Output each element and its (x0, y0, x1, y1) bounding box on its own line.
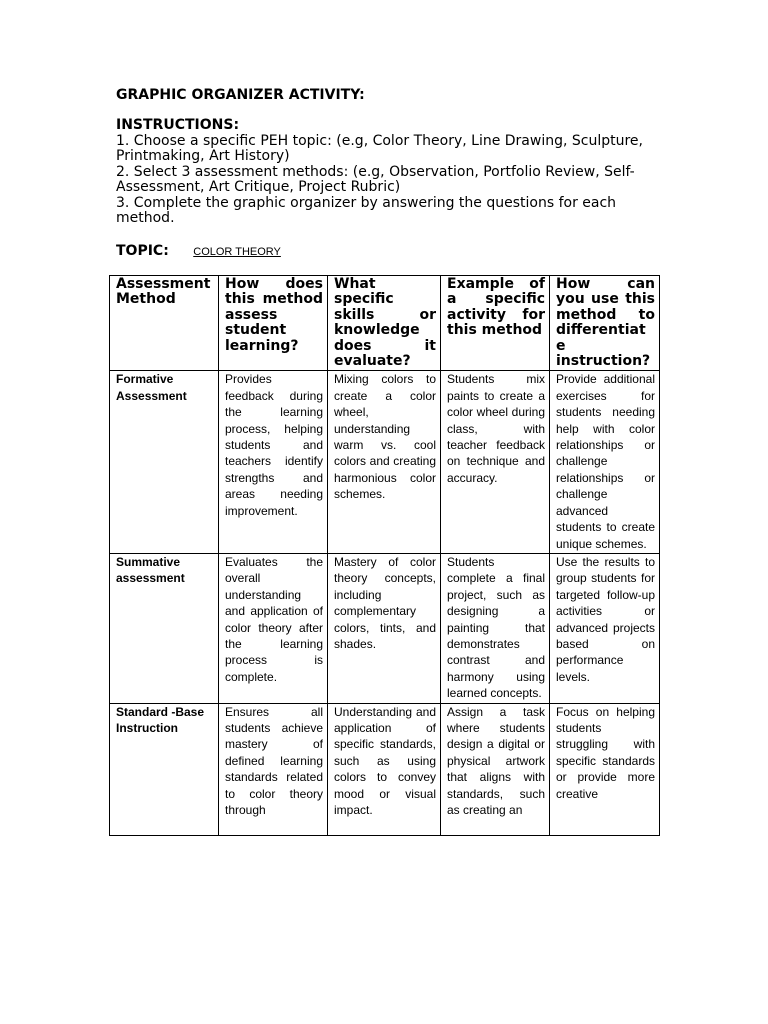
instruction-step-2: 2. Select 3 assessment methods: (e.g, Observation, Portfolio Review, Self-Assessment, Art Critique, Project Rubric) (116, 163, 635, 195)
row-example: Students complete a final project, such as designing a painting that demonstrates contrast and harmony using learned concepts. (441, 553, 550, 703)
row-example: Students mix paints to create a color wheel during class, with teacher feedback on technique and accuracy. (441, 371, 550, 553)
table-row (110, 703, 660, 835)
row-differentiate: Provide additional exercises for students needing help with color relationships or challenge relationships or challenge advanced students to create unique schemes. (550, 371, 660, 553)
topic-line (116, 243, 285, 261)
row-skills-text: Understanding and application of specific standards, such as using colors to convey mood or visual impact. (334, 704, 436, 817)
instruction-step-3: 3. Complete the graphic organizer by answering the questions for each method. (116, 194, 617, 226)
row-method: Summative assessment (110, 553, 219, 703)
row-differentiate (550, 703, 660, 835)
header-skills: What specific skills or knowledge does it evaluate? (328, 276, 441, 371)
row-skills: Mastery of color theory concepts, including complementary colors, tints, and shades. (328, 553, 441, 703)
row-skills: Mixing colors to create a color wheel, understanding warm vs. cool colors and creating harmonious color schemes. (328, 371, 441, 553)
row-method-text: Standard -Base Instruction (116, 704, 205, 735)
row-assess-text: Ensures all students achieve mastery of defined learning standards related to color theory through (225, 704, 323, 817)
table-header-row (110, 276, 660, 371)
topic-value: COLOR THEORY (193, 246, 281, 258)
instructions-heading: INSTRUCTIONS: (116, 117, 240, 133)
row-differentiate: Use the results to group students for targeted follow-up activities or advanced projects based on performance levels. (550, 553, 660, 703)
header-example: Example of a specific activity for this method (441, 276, 550, 371)
row-method (110, 703, 219, 835)
row-assess: Evaluates the overall understanding and application of color theory after the learning process is complete. (219, 553, 328, 703)
row-assess: Provides feedback during the learning process, helping students and teachers identify strengths and areas needing improvement. (219, 371, 328, 553)
graphic-organizer-table (109, 275, 660, 836)
row-example (441, 703, 550, 835)
instructions-block (116, 118, 656, 227)
header-differentiate: How can you use this method to differentiate instruction? (550, 276, 660, 371)
table-row (110, 553, 660, 703)
header-how-assess: How does this method assess student learning? (219, 276, 328, 371)
instruction-step-1: 1. Choose a specific PEH topic: (e.g, Color Theory, Line Drawing, Sculpture, Printmaking, Art History) (116, 132, 643, 164)
row-method: Formative Assessment (110, 371, 219, 553)
row-example-text: Assign a task where students design a digital or physical artwork that aligns with standards, such as creating an (447, 704, 545, 817)
document-title: GRAPHIC ORGANIZER ACTIVITY: (116, 87, 365, 103)
topic-label: TOPIC: (116, 243, 169, 259)
header-assessment-method: Assessment Method (110, 276, 219, 371)
row-skills (328, 703, 441, 835)
table-row (110, 371, 660, 553)
row-assess (219, 703, 328, 835)
row-differentiate-text: Focus on helping students struggling with specific standards or provide more creative (556, 704, 655, 801)
